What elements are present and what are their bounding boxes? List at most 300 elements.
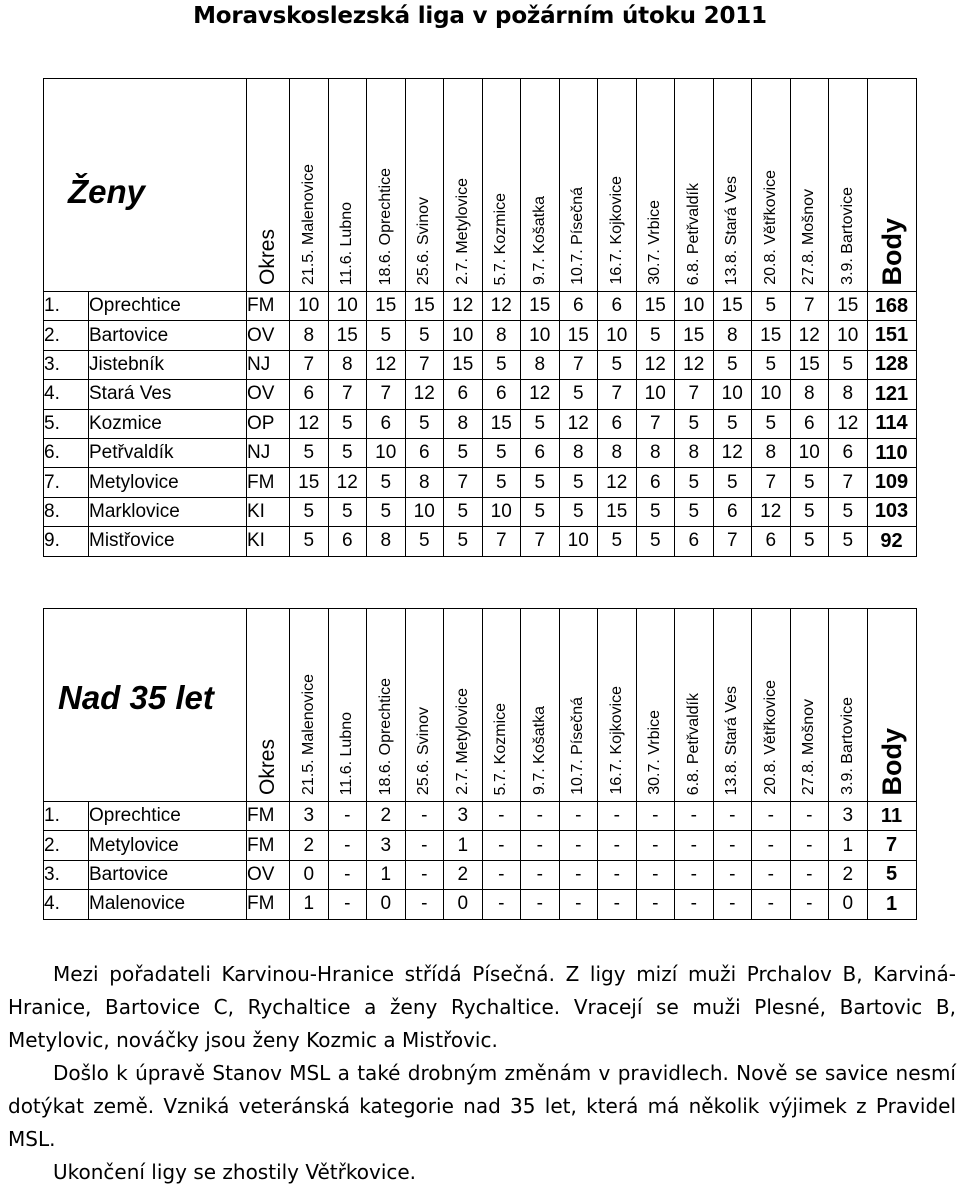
score-cell: -	[405, 802, 444, 831]
score-cell: 5	[829, 527, 868, 556]
score-cell: -	[482, 890, 521, 919]
event-header: 27.8. Mošnov	[800, 698, 818, 795]
rank-cell: 3.	[44, 350, 89, 379]
team-name-cell: Oprechtice	[89, 802, 247, 831]
score-cell: 5	[444, 527, 483, 556]
table-row	[44, 409, 917, 438]
score-cell: -	[675, 802, 714, 831]
score-cell: -	[752, 890, 791, 919]
score-cell: 0	[367, 890, 406, 919]
score-cell: -	[328, 890, 367, 919]
event-header-cell	[290, 609, 329, 802]
table-row	[44, 860, 917, 889]
table-row	[44, 527, 917, 556]
score-cell: 5	[598, 527, 637, 556]
note-paragraph: Mezi pořadateli Karvinou-Hranice střídá Písečná. Z ligy mizí muži Prchalov B, Karviná-Hranice, Bartovice C, Rychaltice a ženy Rychaltice. Vracejí se muži Plesné, Bartovic B, Metylovic, nováčky jsou ženy Kozmic a Mistřovic.	[8, 962, 956, 1052]
score-cell: 7	[675, 380, 714, 409]
score-cell: 15	[675, 321, 714, 350]
score-cell: 15	[752, 321, 791, 350]
score-cell: 6	[482, 380, 521, 409]
score-cell: -	[559, 802, 598, 831]
event-header: 11.6. Lubno	[338, 201, 356, 285]
event-header-cell	[444, 79, 483, 292]
score-cell: 6	[559, 292, 598, 321]
score-cell: -	[521, 890, 560, 919]
note-paragraph: Ukončení ligy se zhostily Větřkovice.	[53, 1160, 417, 1184]
okres-cell: OV	[247, 321, 290, 350]
okres-cell: FM	[247, 831, 290, 860]
event-header-cell	[559, 609, 598, 802]
team-name-cell: Kozmice	[89, 409, 247, 438]
score-cell: 10	[752, 380, 791, 409]
score-cell: -	[675, 860, 714, 889]
score-cell: 8	[405, 468, 444, 497]
event-header: 21.5. Malenovice	[299, 164, 317, 285]
score-cell: 1	[444, 831, 483, 860]
score-cell: 10	[636, 380, 675, 409]
score-cell: 10	[290, 292, 329, 321]
table-row	[44, 438, 917, 467]
event-header: 9.7. Košatka	[530, 706, 548, 795]
rank-cell: 1.	[44, 292, 89, 321]
score-cell: -	[405, 831, 444, 860]
score-cell: 5	[752, 409, 791, 438]
team-name-cell: Stará Ves	[89, 380, 247, 409]
event-header-cell	[636, 609, 675, 802]
score-cell: 5	[444, 497, 483, 526]
score-cell: 15	[829, 292, 868, 321]
score-cell: -	[482, 831, 521, 860]
body-header: Body	[876, 217, 907, 285]
score-cell: 5	[713, 409, 752, 438]
okres-cell: OV	[247, 380, 290, 409]
score-cell: 5	[482, 468, 521, 497]
rank-cell: 2.	[44, 321, 89, 350]
score-cell: 7	[752, 468, 791, 497]
rank-cell: 2.	[44, 831, 89, 860]
category-title: Ženy	[68, 173, 146, 210]
score-cell: 5	[367, 321, 406, 350]
score-cell: -	[559, 890, 598, 919]
event-header-cell	[598, 609, 637, 802]
score-cell: 8	[790, 380, 829, 409]
event-header-cell	[367, 79, 406, 292]
team-name-cell: Bartovice	[89, 321, 247, 350]
score-cell: 8	[675, 438, 714, 467]
score-cell: 1	[829, 831, 868, 860]
rank-cell: 8.	[44, 497, 89, 526]
event-header-cell	[521, 79, 560, 292]
event-header: 6.8. Petřvaldík	[684, 182, 702, 285]
team-name-cell: Oprechtice	[89, 292, 247, 321]
table-row	[44, 831, 917, 860]
table-row	[44, 802, 917, 831]
score-cell: 7	[521, 527, 560, 556]
score-cell: 5	[675, 409, 714, 438]
event-header-cell	[405, 79, 444, 292]
score-cell: 6	[636, 468, 675, 497]
team-name-cell: Bartovice	[89, 860, 247, 889]
body-header-cell	[867, 609, 916, 802]
category-title-cell	[44, 79, 247, 292]
score-cell: 5	[521, 409, 560, 438]
event-header: 5.7. Kozmice	[492, 702, 510, 795]
total-points-cell: 1	[867, 890, 916, 919]
score-cell: 7	[405, 350, 444, 379]
score-cell: 15	[367, 292, 406, 321]
score-cell: 12	[675, 350, 714, 379]
score-cell: 5	[405, 321, 444, 350]
okres-cell: NJ	[247, 438, 290, 467]
total-points-cell: 128	[867, 350, 916, 379]
score-cell: 8	[598, 438, 637, 467]
score-cell: 7	[367, 380, 406, 409]
score-cell: 5	[598, 350, 637, 379]
event-header-cell	[713, 79, 752, 292]
score-cell: -	[713, 890, 752, 919]
event-header-cell	[482, 79, 521, 292]
score-cell: 5	[521, 468, 560, 497]
score-cell: 0	[829, 890, 868, 919]
table-row	[44, 497, 917, 526]
score-cell: 6	[790, 409, 829, 438]
score-cell: 5	[559, 380, 598, 409]
score-cell: 12	[598, 468, 637, 497]
score-cell: 5	[482, 438, 521, 467]
score-cell: 5	[675, 497, 714, 526]
event-header: 25.6. Svinov	[415, 196, 433, 285]
score-cell: 8	[482, 321, 521, 350]
score-cell: 12	[290, 409, 329, 438]
event-header-cell	[829, 609, 868, 802]
score-cell: -	[405, 860, 444, 889]
score-cell: 6	[444, 380, 483, 409]
score-cell: 5	[521, 497, 560, 526]
score-cell: 12	[405, 380, 444, 409]
score-cell: 6	[367, 409, 406, 438]
score-cell: 15	[598, 497, 637, 526]
score-cell: 15	[328, 321, 367, 350]
team-name-cell: Marklovice	[89, 497, 247, 526]
score-cell: 6	[405, 438, 444, 467]
total-points-cell: 110	[867, 438, 916, 467]
score-cell: -	[598, 860, 637, 889]
event-header: 20.8. Větřkovice	[761, 680, 779, 795]
rank-cell: 4.	[44, 380, 89, 409]
score-cell: -	[482, 802, 521, 831]
table-row	[44, 321, 917, 350]
score-cell: 15	[559, 321, 598, 350]
score-cell: 3	[367, 831, 406, 860]
score-cell: -	[636, 831, 675, 860]
score-cell: 5	[752, 350, 791, 379]
table-row	[44, 292, 917, 321]
score-cell: 6	[290, 380, 329, 409]
score-cell: -	[752, 831, 791, 860]
score-cell: 5	[290, 527, 329, 556]
score-cell: 8	[752, 438, 791, 467]
score-cell: -	[790, 890, 829, 919]
event-header-cell	[752, 79, 791, 292]
total-points-cell: 114	[867, 409, 916, 438]
score-cell: 2	[829, 860, 868, 889]
score-cell: 2	[367, 802, 406, 831]
okres-header: Okres	[256, 738, 279, 795]
score-cell: 15	[636, 292, 675, 321]
okres-header-cell	[247, 609, 290, 802]
score-cell: 5	[790, 468, 829, 497]
score-cell: 5	[559, 497, 598, 526]
score-cell: 3	[444, 802, 483, 831]
score-cell: 6	[328, 527, 367, 556]
score-cell: -	[598, 802, 637, 831]
total-points-cell: 168	[867, 292, 916, 321]
score-cell: 5	[790, 497, 829, 526]
event-header-cell	[328, 79, 367, 292]
event-header-cell	[713, 609, 752, 802]
score-cell: -	[752, 860, 791, 889]
score-cell: -	[328, 802, 367, 831]
rank-cell: 3.	[44, 860, 89, 889]
score-cell: 15	[713, 292, 752, 321]
score-cell: 8	[829, 380, 868, 409]
score-cell: 6	[752, 527, 791, 556]
score-cell: -	[521, 802, 560, 831]
score-cell: 12	[367, 350, 406, 379]
score-cell: -	[790, 802, 829, 831]
event-header: 21.5. Malenovice	[299, 674, 317, 795]
score-cell: -	[559, 860, 598, 889]
score-cell: 5	[559, 468, 598, 497]
score-cell: 3	[290, 802, 329, 831]
team-name-cell: Metylovice	[89, 468, 247, 497]
okres-cell: OV	[247, 860, 290, 889]
score-cell: 7	[636, 409, 675, 438]
score-cell: 12	[713, 438, 752, 467]
body-header: Body	[876, 727, 907, 795]
event-header: 2.7. Metylovice	[453, 688, 471, 795]
score-cell: -	[598, 831, 637, 860]
score-cell: 7	[790, 292, 829, 321]
event-header: 10.7. Písečná	[569, 187, 587, 285]
event-header: 27.8. Mošnov	[800, 188, 818, 285]
category-title-cell	[44, 609, 247, 802]
okres-cell: NJ	[247, 350, 290, 379]
score-cell: -	[636, 890, 675, 919]
event-header: 30.7. Vrbice	[646, 200, 664, 285]
rank-cell: 7.	[44, 468, 89, 497]
score-cell: -	[713, 802, 752, 831]
score-cell: 5	[829, 350, 868, 379]
event-header: 2.7. Metylovice	[453, 178, 471, 285]
event-header: 3.9. Bartovice	[838, 697, 856, 795]
score-cell: 5	[636, 497, 675, 526]
score-cell: 5	[367, 468, 406, 497]
team-name-cell: Metylovice	[89, 831, 247, 860]
table-row	[44, 890, 917, 919]
score-cell: 15	[521, 292, 560, 321]
table-row	[44, 468, 917, 497]
score-cell: 5	[405, 527, 444, 556]
score-cell: 5	[328, 497, 367, 526]
event-header-cell	[790, 79, 829, 292]
score-cell: 12	[482, 292, 521, 321]
event-header-cell	[752, 609, 791, 802]
total-points-cell: 103	[867, 497, 916, 526]
score-cell: 2	[290, 831, 329, 860]
score-cell: 15	[482, 409, 521, 438]
event-header: 18.6. Oprechtice	[376, 677, 394, 795]
score-cell: 8	[636, 438, 675, 467]
score-cell: 8	[444, 409, 483, 438]
score-cell: 15	[405, 292, 444, 321]
event-header-cell	[521, 609, 560, 802]
score-cell: 0	[290, 860, 329, 889]
rank-cell: 5.	[44, 409, 89, 438]
score-cell: 12	[328, 468, 367, 497]
event-header: 9.7. Košatka	[530, 196, 548, 285]
event-header: 16.7. Kojkovice	[607, 686, 625, 795]
total-points-cell: 7	[867, 831, 916, 860]
score-cell: -	[790, 831, 829, 860]
team-name-cell: Petřvaldík	[89, 438, 247, 467]
score-cell: 6	[598, 409, 637, 438]
score-cell: 7	[444, 468, 483, 497]
score-cell: -	[482, 860, 521, 889]
score-cell: 3	[829, 802, 868, 831]
table-row	[44, 380, 917, 409]
event-header-cell	[444, 609, 483, 802]
score-cell: 5	[290, 497, 329, 526]
okres-cell: KI	[247, 497, 290, 526]
team-name-cell: Malenovice	[89, 890, 247, 919]
score-cell: 10	[405, 497, 444, 526]
event-header: 6.8. Petřvaldík	[684, 692, 702, 795]
rank-cell: 1.	[44, 802, 89, 831]
event-header-cell	[636, 79, 675, 292]
score-cell: 10	[713, 380, 752, 409]
score-cell: 15	[444, 350, 483, 379]
okres-cell: FM	[247, 468, 290, 497]
score-cell: 0	[444, 890, 483, 919]
score-cell: 6	[598, 292, 637, 321]
score-cell: 10	[482, 497, 521, 526]
okres-cell: FM	[247, 292, 290, 321]
score-cell: -	[790, 860, 829, 889]
event-header: 10.7. Písečná	[569, 697, 587, 795]
header-row	[44, 79, 917, 292]
score-cell: 7	[713, 527, 752, 556]
score-cell: 6	[713, 497, 752, 526]
notes	[8, 958, 956, 1189]
score-cell: 5	[290, 438, 329, 467]
okres-header: Okres	[256, 228, 279, 285]
note-paragraph: Došlo k úpravě Stanov MSL a také drobným změnám v pravidlech. Nově se savice nesmí dotýkat země. Vzniká veteránská kategorie nad 35 let, která má několik výjimek z Pravidel MSL.	[8, 1061, 956, 1151]
score-cell: 8	[713, 321, 752, 350]
score-cell: 5	[790, 527, 829, 556]
team-name-cell: Mistřovice	[89, 527, 247, 556]
score-cell: 7	[290, 350, 329, 379]
event-header-cell	[790, 609, 829, 802]
score-cell: -	[328, 860, 367, 889]
total-points-cell: 109	[867, 468, 916, 497]
okres-cell: FM	[247, 890, 290, 919]
score-cell: 6	[829, 438, 868, 467]
score-cell: 5	[482, 350, 521, 379]
score-cell: 8	[328, 350, 367, 379]
score-cell: 6	[675, 527, 714, 556]
event-header: 5.7. Kozmice	[492, 192, 510, 285]
score-cell: 8	[521, 350, 560, 379]
event-header: 13.8. Stará Ves	[723, 175, 741, 285]
okres-cell: OP	[247, 409, 290, 438]
score-cell: 10	[790, 438, 829, 467]
score-cell: 10	[328, 292, 367, 321]
event-header-cell	[675, 609, 714, 802]
score-cell: 6	[521, 438, 560, 467]
header-row	[44, 609, 917, 802]
score-cell: 10	[444, 321, 483, 350]
score-cell: 12	[559, 409, 598, 438]
okres-header-cell	[247, 79, 290, 292]
score-cell: 12	[444, 292, 483, 321]
score-cell: -	[636, 802, 675, 831]
body-header-cell	[867, 79, 916, 292]
score-cell: 5	[713, 468, 752, 497]
score-cell: 8	[559, 438, 598, 467]
event-header-cell	[482, 609, 521, 802]
score-cell: 10	[559, 527, 598, 556]
over35-results-table	[43, 608, 917, 920]
event-header: 20.8. Větřkovice	[761, 170, 779, 285]
total-points-cell: 151	[867, 321, 916, 350]
score-cell: 5	[829, 497, 868, 526]
score-cell: 15	[290, 468, 329, 497]
event-header-cell	[328, 609, 367, 802]
rank-cell: 4.	[44, 890, 89, 919]
score-cell: -	[405, 890, 444, 919]
score-cell: 12	[752, 497, 791, 526]
rank-cell: 6.	[44, 438, 89, 467]
score-cell: 15	[790, 350, 829, 379]
score-cell: -	[521, 831, 560, 860]
score-cell: 5	[713, 350, 752, 379]
table-row	[44, 350, 917, 379]
score-cell: 10	[675, 292, 714, 321]
score-cell: -	[559, 831, 598, 860]
score-cell: 1	[290, 890, 329, 919]
score-cell: 5	[636, 321, 675, 350]
score-cell: -	[675, 890, 714, 919]
score-cell: 5	[328, 438, 367, 467]
event-header: 3.9. Bartovice	[838, 187, 856, 285]
score-cell: 12	[521, 380, 560, 409]
score-cell: -	[598, 890, 637, 919]
score-cell: 7	[598, 380, 637, 409]
score-cell: -	[521, 860, 560, 889]
total-points-cell: 92	[867, 527, 916, 556]
score-cell: 5	[405, 409, 444, 438]
event-header-cell	[675, 79, 714, 292]
event-header: 18.6. Oprechtice	[376, 167, 394, 285]
event-header-cell	[598, 79, 637, 292]
score-cell: -	[675, 831, 714, 860]
score-cell: 10	[521, 321, 560, 350]
score-cell: 12	[829, 409, 868, 438]
team-name-cell: Jistebník	[89, 350, 247, 379]
event-header: 30.7. Vrbice	[646, 710, 664, 795]
event-header-cell	[559, 79, 598, 292]
